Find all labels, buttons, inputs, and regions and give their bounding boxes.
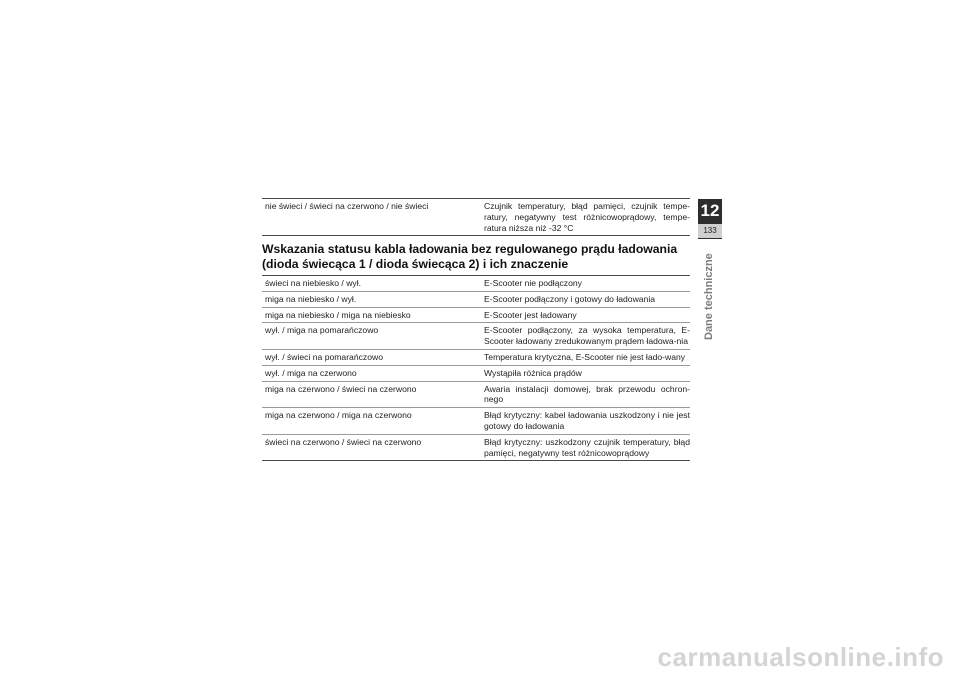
led-state-cell: miga na niebiesko / wył. <box>262 291 479 307</box>
top-status-table <box>262 198 690 236</box>
meaning-cell: Czujnik temperatury, błąd pamięci, czujnik tempe-ratury, negatywny test różnicowoprądowy, tempe-ratura niższa niż -32 °C <box>479 199 690 236</box>
chapter-number: 12 <box>700 201 720 220</box>
table-row <box>262 349 690 365</box>
chapter-tab <box>698 199 722 239</box>
table-row <box>262 199 690 236</box>
section-heading: Wskazania statusu kabla ładowania bez regulowanego prądu ładowania (dioda świecąca 1 / dioda świecąca 2) i ich znaczenie <box>262 242 678 271</box>
led-state-cell: miga na niebiesko / miga na niebiesko <box>262 307 479 323</box>
meaning-cell: E-Scooter nie podłączony <box>479 276 690 292</box>
table-row <box>262 291 690 307</box>
led-state-cell: wył. / świeci na pomarańczowo <box>262 349 479 365</box>
meaning-cell: Błąd krytyczny: kabel ładowania uszkodzony i nie jest gotowy do ładowania <box>479 408 690 435</box>
led-state-cell: wył. / miga na pomarańczowo <box>262 323 479 350</box>
table-row <box>262 307 690 323</box>
meaning-cell: E-Scooter podłączony i gotowy do ładowania <box>479 291 690 307</box>
led-state-cell: świeci na niebiesko / wył. <box>262 276 479 292</box>
charging-cable-status-table <box>262 275 690 461</box>
table-row <box>262 365 690 381</box>
meaning-cell: E-Scooter podłączony, za wysoka temperatura, E-Scooter ładowany zredukowanym prądem ładowa-nia <box>479 323 690 350</box>
meaning-cell: Temperatura krytyczna, E-Scooter nie jest łado-wany <box>479 349 690 365</box>
meaning-cell: E-Scooter jest ładowany <box>479 307 690 323</box>
led-state-cell: miga na czerwono / miga na czerwono <box>262 408 479 435</box>
watermark: carmanualsonline.info <box>657 642 944 672</box>
led-state-cell: nie świeci / świeci na czerwono / nie świeci <box>262 199 479 236</box>
table-row <box>262 323 690 350</box>
meaning-cell: Błąd krytyczny: uszkodzony czujnik temperatury, błąd pamięci, negatywny test różnicowoprądowy <box>479 434 690 461</box>
page-number: 133 <box>698 224 722 238</box>
table-row <box>262 381 690 408</box>
table-row <box>262 276 690 292</box>
meaning-cell: Awaria instalacji domowej, brak przewodu ochron-nego <box>479 381 690 408</box>
meaning-cell: Wystąpiła różnica prądów <box>479 365 690 381</box>
led-state-cell: świeci na czerwono / świeci na czerwono <box>262 434 479 461</box>
led-state-cell: miga na czerwono / świeci na czerwono <box>262 381 479 408</box>
led-state-cell: wył. / miga na czerwono <box>262 365 479 381</box>
table-row <box>262 408 690 435</box>
chapter-title-text: Dane techniczne <box>703 253 715 340</box>
table-row <box>262 434 690 461</box>
